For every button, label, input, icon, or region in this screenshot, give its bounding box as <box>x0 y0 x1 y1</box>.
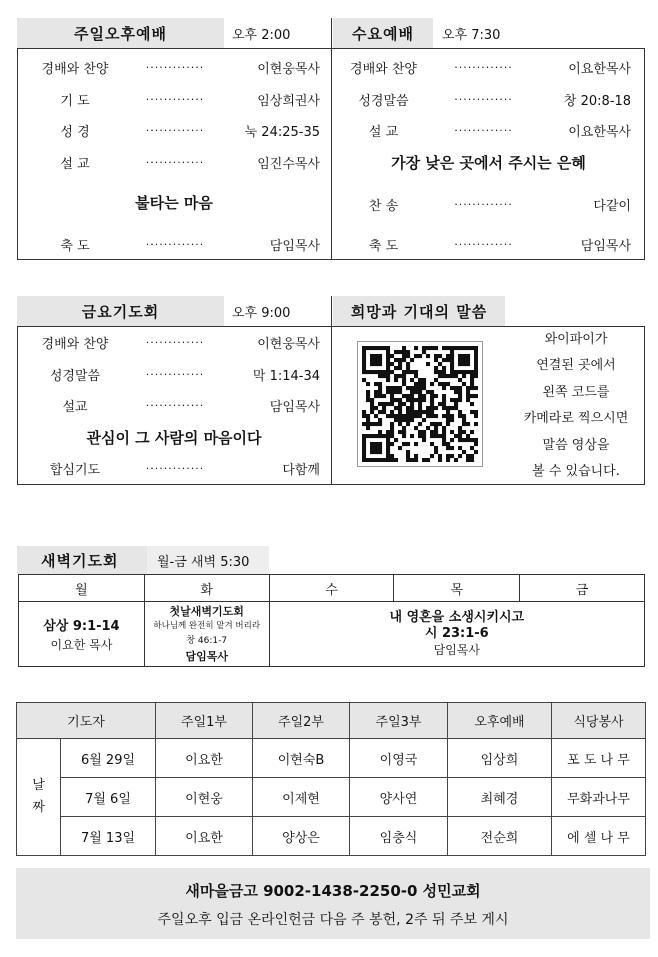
duty-cell: 전순희 <box>448 817 552 856</box>
day-tue: 화 <box>144 575 269 602</box>
hope-instructions <box>508 327 644 485</box>
worship-divider <box>331 18 332 260</box>
sunday-row: 설 교 ············· 임진수목사 <box>60 155 320 172</box>
wednesday-time: 오후 7:30 <box>442 27 501 43</box>
offering-note: 주일오후 입금 온라인헌금 다음 주 봉헌, 2주 뒤 주보 게시 <box>157 912 509 928</box>
wednesday-row: 성경말씀 ············· 창 20:8-18 <box>358 92 631 109</box>
offering-footer <box>16 868 650 939</box>
duty-cell: 양상은 <box>253 817 350 856</box>
hope-line: 왼쪽 코드를 <box>542 384 610 400</box>
hope-line: 말씀 영상을 <box>542 437 610 453</box>
table-row <box>17 739 646 778</box>
dawn-rest-cell <box>269 602 644 667</box>
dawn-time: 월-금 새벽 5:30 <box>157 554 250 570</box>
hope-line: 와이파이가 <box>544 332 608 347</box>
duty-date: 7월 6일 <box>61 778 156 817</box>
friday-row: 성경말씀 ············· 막 1:14-34 <box>49 367 320 384</box>
duty-cell: 이요한 <box>156 817 253 856</box>
date-side-label: 날 짜 <box>17 739 61 856</box>
dawn-tue-cell <box>144 602 269 667</box>
day-fri: 금 <box>520 575 645 602</box>
day-wed: 수 <box>269 575 394 602</box>
qr-code-graphic <box>362 346 478 462</box>
hope-line: 연결된 곳에서 <box>536 358 616 374</box>
day-mon: 월 <box>19 575 145 602</box>
duty-date: 7월 13일 <box>61 817 156 856</box>
duty-cell: 임상희 <box>448 739 552 778</box>
sunday-row: 경배와 찬양 ············· 이현웅목사 <box>41 60 320 77</box>
sunday-sermon-title: 불타는 마음 <box>135 194 213 212</box>
duty-cell: 무화과나무 <box>552 778 646 817</box>
dawn-title: 새벽기도회 <box>17 546 147 574</box>
sunday-time: 오후 2:00 <box>232 27 291 43</box>
table-row <box>17 817 646 856</box>
dawn-rest-title: 내 영혼을 소생시키시고 <box>389 610 525 625</box>
dawn-mon-cell <box>19 602 145 667</box>
dawn-tue-preacher: 담임목사 <box>185 650 228 663</box>
hope-title: 희망과 기대의 말씀 <box>333 296 505 326</box>
wednesday-title: 수요예배 <box>333 18 433 48</box>
dawn-mon-scripture: 삼상 9:1-14 <box>43 619 120 634</box>
friday-divider <box>331 296 332 485</box>
hope-line: 볼 수 있습니다. <box>532 464 620 480</box>
dawn-tue-title: 첫날새벽기도회 <box>169 605 244 618</box>
hope-line: 카메라로 찍으시면 <box>523 411 629 427</box>
dawn-rest-preacher: 담임목사 <box>433 643 480 657</box>
duty-header: 주일3부 <box>350 703 448 739</box>
table-row <box>17 778 646 817</box>
duty-cell: 임충식 <box>350 817 448 856</box>
duty-cell: 이현웅 <box>156 778 253 817</box>
friday-sermon-title: 관심이 그 사람의 마음이다 <box>86 429 262 447</box>
wednesday-sermon-title: 가장 낮은 곳에서 주시는 은혜 <box>391 154 586 172</box>
duty-header: 주일1부 <box>156 703 253 739</box>
day-thu: 목 <box>394 575 520 602</box>
sunday-row: 성 경 ············· 눅 24:25-35 <box>60 123 320 140</box>
duty-cell: 이현숙B <box>253 739 350 778</box>
friday-row: 경배와 찬양 ············· 이현웅목사 <box>41 335 320 352</box>
duty-cell: 이영국 <box>350 739 448 778</box>
duty-header: 식당봉사 <box>552 703 646 739</box>
sunday-benediction: 축 도 ············· 담임목사 <box>60 237 320 254</box>
friday-row: 설교 ············· 담임목사 <box>62 398 320 415</box>
duty-header: 주일2부 <box>253 703 350 739</box>
duty-cell: 최혜경 <box>448 778 552 817</box>
wednesday-row: 설 교 ············· 이요한목사 <box>368 123 631 140</box>
duty-date: 6월 29일 <box>61 739 156 778</box>
duty-header: 기도자 <box>17 703 156 739</box>
duty-cell: 포 도 나 무 <box>552 739 646 778</box>
sunday-title: 주일오후예배 <box>17 18 224 48</box>
wednesday-row: 경배와 찬양 ············· 이요한목사 <box>350 60 631 77</box>
duty-header: 오후예배 <box>448 703 552 739</box>
duty-cell: 에 셀 나 무 <box>552 817 646 856</box>
dawn-tue-scripture: 창 46:1-7 <box>186 636 228 646</box>
dawn-mon-preacher: 이요한 목사 <box>50 638 113 652</box>
friday-row: 합심기도 ············· 다함께 <box>49 461 320 478</box>
friday-time: 오후 9:00 <box>232 305 291 321</box>
wednesday-row: 찬 송 ············· 다같이 <box>368 197 631 214</box>
qr-code-icon[interactable] <box>357 341 483 467</box>
dawn-table <box>18 574 645 667</box>
dawn-tue-subtitle: 하나님께 완전히 맡겨 버리라 <box>153 621 261 631</box>
friday-title: 금요기도회 <box>17 296 224 326</box>
duty-cell: 이제현 <box>253 778 350 817</box>
dawn-days-row <box>19 575 645 602</box>
duty-cell: 양사연 <box>350 778 448 817</box>
duty-table <box>16 702 646 856</box>
wednesday-benediction: 축 도 ············· 담임목사 <box>368 237 631 254</box>
bank-account: 새마을금고 9002-1438-2250-0 성민교회 <box>185 882 481 900</box>
duty-cell: 이요한 <box>156 739 253 778</box>
dawn-content-row <box>19 602 645 667</box>
duty-header-row <box>17 703 646 739</box>
dawn-rest-scripture: 시 23:1-6 <box>424 626 489 641</box>
sunday-row: 기 도 ············· 임상희권사 <box>60 92 320 109</box>
